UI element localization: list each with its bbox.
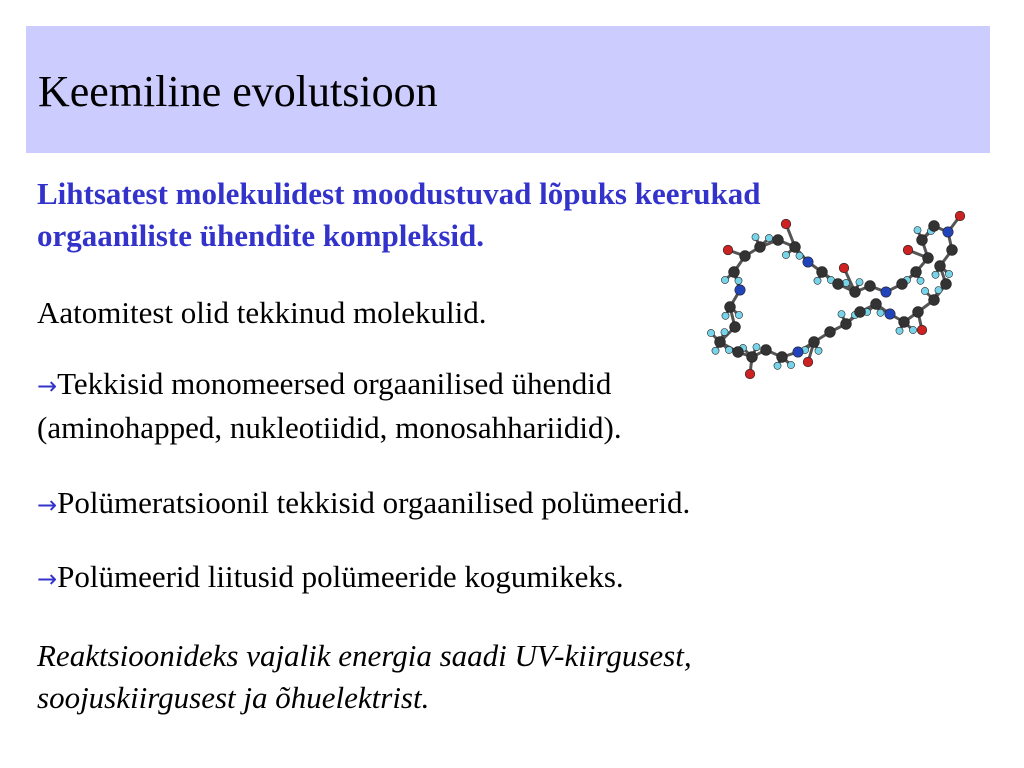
oxygen-atom [903,245,913,255]
bullet-polymers [37,482,690,526]
carbon-atom [755,242,766,253]
paragraph-molecules: Aatomitest olid tekkinud molekulid. [37,295,487,330]
bullet-3-text: Polümeerid liitusid polümeeride kogumikeks. [57,559,624,594]
hydrogen-atom [945,270,952,277]
hydrogen-atom [914,227,921,234]
carbon-atom [773,235,784,246]
carbon-atom [913,307,924,318]
carbon-atom [790,242,801,253]
hydrogen-atom [935,287,942,294]
molecule-illustration [690,192,980,382]
nitrogen-atom [735,285,745,295]
hydrogen-atom [932,271,939,278]
arrow-bullet-icon: → [37,565,58,593]
hydrogen-atom [814,277,821,284]
carbon-atom [917,235,928,246]
hydrogen-atom [721,276,728,283]
bullet-1-line-2: (aminohapped, nukleotiidid, monosahhariidid). [37,410,622,445]
bullet-2-text: Polümeratsioonil tekkisid orgaanilised polümeerid. [57,485,691,520]
oxygen-atom [955,211,965,221]
carbon-atom [947,245,958,256]
hydrogen-atom [752,234,759,241]
carbon-atom [935,261,946,272]
oxygen-atom [723,245,733,255]
carbon-atom [923,253,934,264]
bullet-monomers [37,363,997,449]
carbon-atom [855,307,866,318]
hydrogen-atom [856,279,863,286]
oxygen-atom [839,263,849,273]
nitrogen-atom [885,309,895,319]
carbon-atom [747,352,758,363]
carbon-atom [897,279,908,290]
carbon-atom [941,279,952,290]
carbon-atom [841,319,852,330]
energy-note-line-1: Reaktsioonideks vajalik energia saadi UV-kiirgusest, [37,638,692,673]
title-band [26,26,990,153]
hydrogen-atom [721,329,728,336]
carbon-atom [725,302,736,313]
nitrogen-atom [803,257,813,267]
hydrogen-atom [782,251,789,258]
hydrogen-atom [707,329,714,336]
oxygen-atom [917,325,927,335]
slide-title: Keemiline evolutsioon [38,67,438,116]
carbon-atom [825,327,836,338]
hydrogen-atom [896,327,903,334]
hydrogen-atom [735,311,742,318]
carbon-atom [761,345,772,356]
carbon-atom [871,299,882,310]
hydrogen-atom [877,309,884,316]
energy-note [37,635,692,719]
hydrogen-atom [921,287,928,294]
carbon-atom [730,322,741,333]
carbon-atom [740,251,751,262]
hydrogen-atom [712,347,719,354]
arrow-bullet-icon: → [37,491,58,519]
carbon-atom [865,281,876,292]
lead-line-1: Lihtsatest molekulidest moodustuvad lõpuks keerukad [37,176,761,211]
carbon-atom [929,295,940,306]
hydrogen-atom [909,326,916,333]
hydrogen-atom [765,234,772,241]
arrow-bullet-icon: → [37,372,58,400]
nitrogen-atom [943,227,953,237]
carbon-atom [817,267,828,278]
hydrogen-atom [917,277,924,284]
hydrogen-atom [753,344,760,351]
carbon-atom [833,279,844,290]
carbon-atom [777,352,788,363]
hydrogen-atom [722,312,729,319]
carbon-atom [899,317,910,328]
bullet-aggregates [37,556,624,600]
hydrogen-atom [796,252,803,259]
oxygen-atom [781,219,791,229]
carbon-atom [850,287,861,298]
nitrogen-atom [881,287,891,297]
carbon-atom [733,347,744,358]
bullet-1-line-1: Tekkisid monomeersed orgaanilised ühendid [57,366,612,401]
energy-note-line-2: soojuskiirgusest ja õhuelektrist. [37,680,430,715]
carbon-atom [729,267,740,278]
hydrogen-atom [735,277,742,284]
hydrogen-atom [815,347,822,354]
carbon-atom [929,221,940,232]
lead-line-2: orgaaniliste ühendite kompleksid. [37,218,484,253]
hydrogen-atom [725,346,732,353]
hydrogen-atom [838,311,845,318]
carbon-atom [809,337,820,348]
nitrogen-atom [793,347,803,357]
carbon-atom [715,337,726,348]
carbon-atom [911,267,922,278]
